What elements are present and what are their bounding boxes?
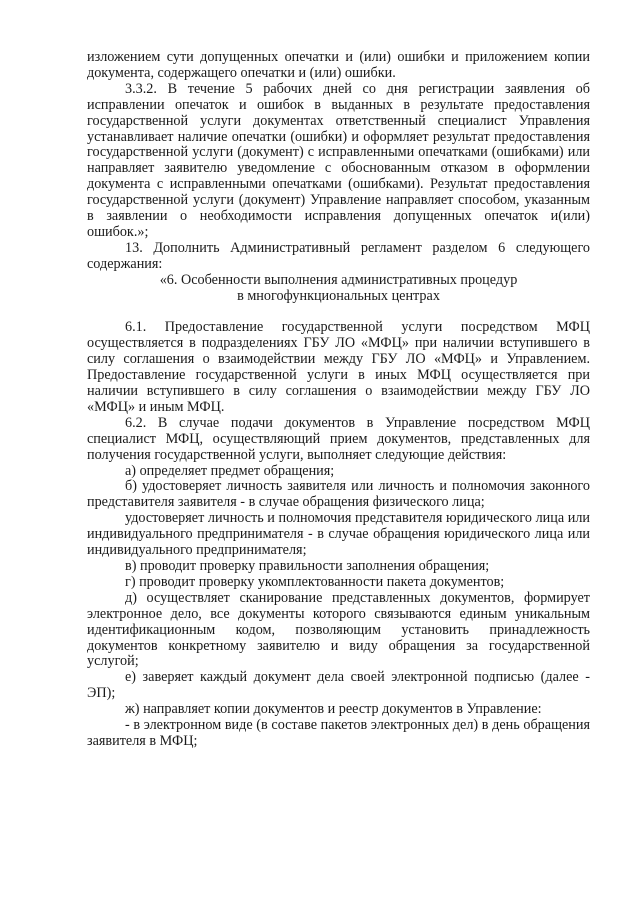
list-item-b-continued: удостоверяет личность и полномочия представителя юридического лица или индивидуального предпринимателя - в случае обращения юридического лица или индивидуального предпринимателя; [87, 510, 590, 559]
section-6-heading-line-1: «6. Особенности выполнения административных процедур [159, 271, 518, 288]
list-item-g: г) проводит проверку укомплектованности пакета документов; [125, 573, 505, 590]
list-item-v: в) проводит проверку правильности заполнения обращения; [125, 557, 490, 574]
list-item-b: б) удостоверяет личность заявителя или личность и полномочия законного представителя заявителя - в случае обращения физического лица; [87, 478, 590, 511]
section-6-heading-line-2: в многофункциональных центрах [237, 287, 440, 304]
paragraph-3-3-2: 3.3.2. В течение 5 рабочих дней со дня регистрации заявления об исправлении опечаток и ошибок в выданных в результате предоставления государственной услуги документах ответственный специалист Управления устанавливает наличие опечатки (ошибки) и оформляет результат предоставления государственной услуги (документ) с исправленными опечатками (ошибками) или направляет заявителю уведомление с обоснованным отказом в оформлении документа с исправленными опечатками (ошибками). Результат предоставления государственной услуги (документ) Управление направляет способом, указанным в заявлении о необходимости исправления допущенных опечаток и(или) ошибок.»; [87, 80, 590, 240]
list-item-e: е) заверяет каждый документ дела своей электронной подписью (далее - ЭП); [87, 669, 590, 702]
paragraph-6-1: 6.1. Предоставление государственной услуги посредством МФЦ осуществляется в подразделениях ГБУ ЛО «МФЦ» при наличии вступившего в силу соглашения о взаимодействии между ГБУ ЛО «МФЦ» и Управлением. Предоставление государственной услуги в иных МФЦ осуществляется при наличии вступившего в силу соглашения о взаимодействии между ГБУ ЛО «МФЦ» и иным МФЦ. [87, 319, 590, 415]
list-item-zh-electronic: - в электронном виде (в составе пакетов электронных дел) в день обращения заявителя в МФЦ; [87, 717, 590, 749]
paragraph-continuation: изложением сути допущенных опечатки и (или) ошибки и приложением копии документа, содержащего опечатки и (или) ошибки. [87, 49, 590, 81]
list-item-zh: ж) направляет копии документов и реестр документов в Управление: [125, 701, 542, 718]
paragraph-13: 13. Дополнить Административный регламент разделом 6 следующего содержания: [87, 239, 590, 272]
list-item-d: д) осуществляет сканирование представленных документов, формирует электронное дело, все документы которого связываются единым уникальным идентификационным кодом, позволяющим установить принадлежность документов конкретному заявителю и виду обращения за государственной услугой; [87, 589, 590, 670]
document-body [87, 50, 590, 750]
list-item-a: а) определяет предмет обращения; [125, 462, 335, 479]
paragraph-6-2: 6.2. В случае подачи документов в Управление посредством МФЦ специалист МФЦ, осуществляющий прием документов, представленных для получения государственной услуги, выполняет следующие действия: [87, 414, 590, 463]
